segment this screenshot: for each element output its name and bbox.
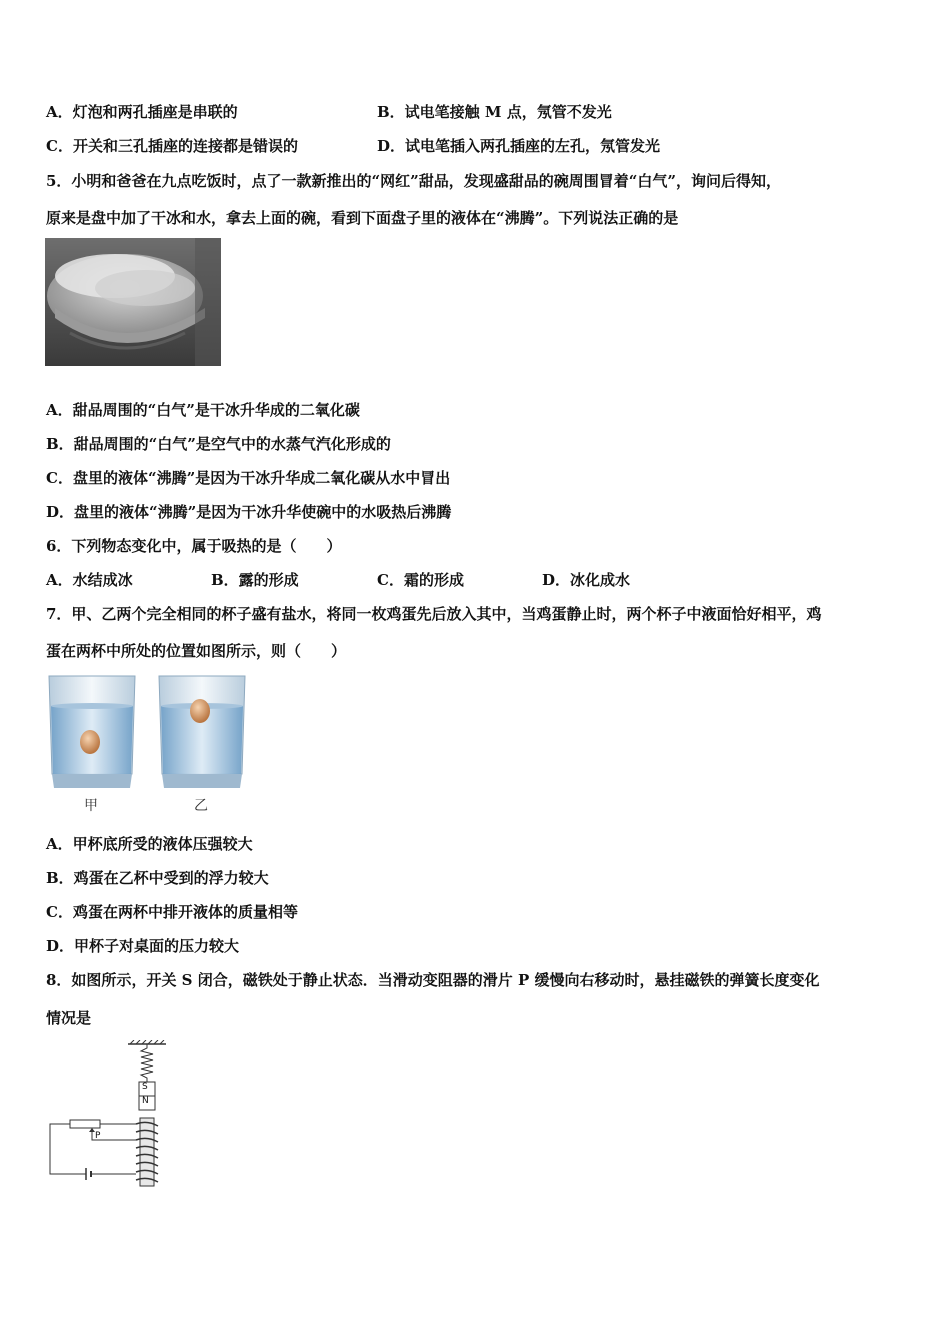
q5-stem-line1: 5．小明和爸爸在九点吃饭时，点了一款新推出的“网红”甜品，发现盛甜品的碗周围冒着“白气”，询问后得知， (46, 172, 781, 190)
q6-stem: 6．下列物态变化中，属于吸热的是（ ） (46, 537, 342, 555)
q6-option-d: D．冰化成水 (542, 571, 631, 589)
q7-option-a: A．甲杯底所受的液体压强较大 (46, 835, 253, 853)
dessert-photo (45, 238, 221, 366)
q5-option-c: C．盘里的液体“沸腾”是因为干冰升华成二氧化碳从水中冒出 (46, 469, 451, 487)
cup-jia (49, 676, 135, 788)
circuit-figure (46, 1040, 176, 1190)
egg-yi (190, 699, 210, 723)
label-yi: 乙 (194, 798, 208, 814)
egg-cups-figure (46, 674, 250, 818)
q7-stem-line1: 7．甲、乙两个完全相同的杯子盛有盐水，将同一枚鸡蛋先后放入其中，当鸡蛋静止时，两个杯子中液面恰好相平，鸡 (46, 605, 822, 623)
q8-stem-line1: 8．如图所示，开关 S 闭合，磁铁处于静止状态．当滑动变阻器的滑片 P 缓慢向右移动时，悬挂磁铁的弹簧长度变化 (46, 971, 820, 989)
q5-stem-line2: 原来是盘中加了干冰和水，拿去上面的碗，看到下面盘子里的液体在“沸腾”。下列说法正确的是 (46, 209, 679, 227)
q6-option-b: B．露的形成 (211, 571, 299, 589)
magnet-s-label: S (142, 1082, 148, 1092)
q5-option-d: D．盘里的液体“沸腾”是因为干冰升华使碗中的水吸热后沸腾 (46, 503, 452, 521)
slider-p-label: P (95, 1131, 101, 1141)
label-jia: 甲 (84, 798, 98, 814)
cup-yi (159, 676, 245, 788)
q8-stem-line2: 情况是 (46, 1009, 92, 1027)
q4-option-c: C．开关和三孔插座的连接都是错误的 (46, 137, 298, 155)
q4-option-d: D．试电笔插入两孔插座的左孔，氖管发光 (377, 137, 661, 155)
q5-option-a: A．甜品周围的“白气”是干冰升华成的二氧化碳 (46, 401, 360, 419)
q7-option-c: C．鸡蛋在两杯中排开液体的质量相等 (46, 903, 298, 921)
q6-option-c: C．霜的形成 (377, 571, 464, 589)
q6-option-a: A．水结成冰 (46, 571, 133, 589)
q7-stem-line2: 蛋在两杯中所处的位置如图所示，则（ ） (46, 642, 347, 660)
q7-option-d: D．甲杯子对桌面的压力较大 (46, 937, 240, 955)
egg-jia (80, 730, 100, 754)
q4-option-a: A．灯泡和两孔插座是串联的 (46, 103, 238, 121)
q5-option-b: B．甜品周围的“白气”是空气中的水蒸气汽化形成的 (46, 435, 391, 453)
magnet-n-label: N (142, 1096, 149, 1106)
q7-option-b: B．鸡蛋在乙杯中受到的浮力较大 (46, 869, 269, 887)
q4-option-b: B．试电笔接触 M 点，氖管不发光 (377, 103, 612, 121)
